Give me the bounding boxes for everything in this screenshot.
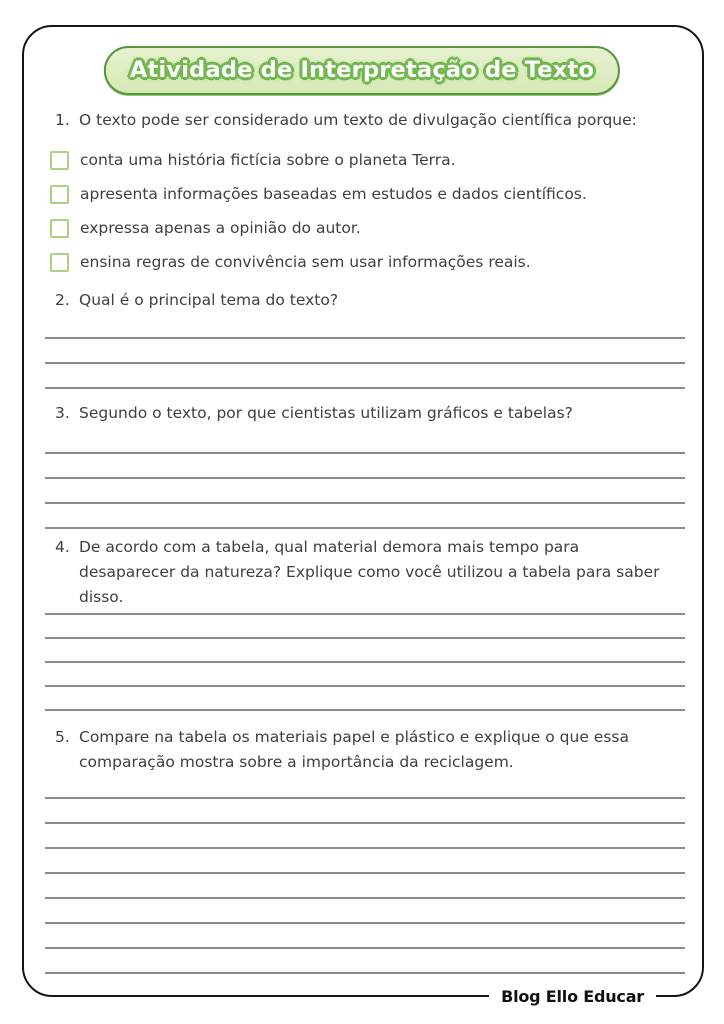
answer-line bbox=[45, 339, 685, 364]
question-number: 4. bbox=[55, 538, 70, 556]
question-text: Qual é o principal tema do texto? bbox=[79, 291, 339, 309]
option-row bbox=[50, 218, 685, 238]
option-label: ensina regras de convivência sem usar informações reais. bbox=[80, 253, 531, 271]
option-row bbox=[50, 252, 685, 272]
question-text: Segundo o texto, por que cientistas utilizam gráficos e tabelas? bbox=[79, 404, 573, 422]
question-number: 1. bbox=[55, 111, 70, 129]
worksheet-title-badge bbox=[104, 46, 620, 95]
answer-line bbox=[45, 639, 685, 663]
option-label: expressa apenas a opinião do autor. bbox=[80, 219, 361, 237]
answer-line bbox=[45, 615, 685, 639]
footer-credit: Blog Ello Educar bbox=[489, 987, 656, 1007]
answer-line bbox=[45, 799, 685, 824]
answer-checkbox[interactable] bbox=[50, 219, 69, 238]
option-row bbox=[50, 184, 685, 204]
question-1-options bbox=[45, 150, 685, 286]
answer-line bbox=[45, 874, 685, 899]
question-text: O texto pode ser considerado um texto de divulgação científica porque: bbox=[79, 111, 637, 129]
answer-line bbox=[45, 899, 685, 924]
answer-line bbox=[45, 824, 685, 849]
question-4-answer-lines bbox=[45, 591, 685, 711]
answer-line bbox=[45, 504, 685, 529]
answer-line bbox=[45, 663, 685, 687]
question-number: 3. bbox=[55, 404, 70, 422]
question-3 bbox=[45, 403, 675, 423]
answer-line bbox=[45, 949, 685, 974]
answer-line bbox=[45, 849, 685, 874]
answer-line bbox=[45, 454, 685, 479]
question-number: 5. bbox=[55, 728, 70, 746]
answer-line bbox=[45, 429, 685, 454]
answer-line bbox=[45, 774, 685, 799]
question-1 bbox=[45, 110, 675, 130]
answer-line bbox=[45, 924, 685, 949]
answer-checkbox[interactable] bbox=[50, 151, 69, 170]
answer-line bbox=[45, 687, 685, 711]
answer-line bbox=[45, 314, 685, 339]
answer-checkbox[interactable] bbox=[50, 253, 69, 272]
page-title: Atividade de Interpretação de Texto bbox=[129, 57, 595, 83]
question-5 bbox=[45, 725, 675, 775]
option-label: conta uma história fictícia sobre o planeta Terra. bbox=[80, 151, 456, 169]
question-2 bbox=[45, 290, 675, 310]
question-2-answer-lines bbox=[45, 314, 685, 389]
question-5-answer-lines bbox=[45, 774, 685, 974]
question-number: 2. bbox=[55, 291, 70, 309]
answer-line bbox=[45, 364, 685, 389]
question-text: Compare na tabela os materiais papel e plástico e explique o que essa comparação mostra sobre a importância da reciclagem. bbox=[79, 728, 629, 771]
question-3-answer-lines bbox=[45, 429, 685, 529]
answer-line bbox=[45, 591, 685, 615]
answer-checkbox[interactable] bbox=[50, 185, 69, 204]
option-label: apresenta informações baseadas em estudos e dados científicos. bbox=[80, 185, 587, 203]
answer-line bbox=[45, 479, 685, 504]
question-text: De acordo com a tabela, qual material demora mais tempo para desaparecer da natureza? Explique como você utilizou a tabela para saber disso. bbox=[79, 538, 660, 606]
option-row bbox=[50, 150, 685, 170]
